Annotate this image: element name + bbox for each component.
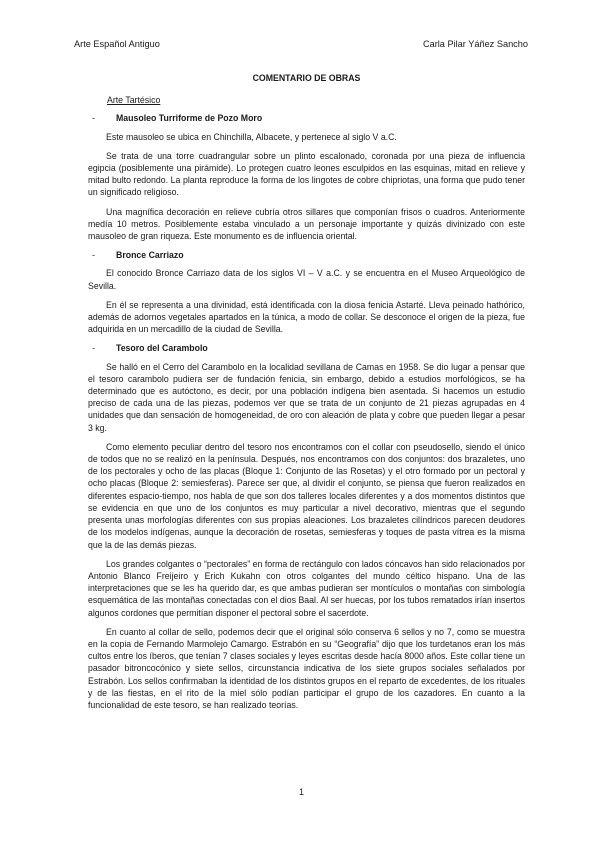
page-number: 1: [298, 787, 304, 797]
paragraph: Se halló en el Cerro del Carambolo en la localidad sevillana de Camas en 1958. Se dio lugar a pensar que el tesoro carambolo pudiera ser de fundación fenicia, sin embargo, debido a estudios morfológicos, se ha determinado que es autóctono, es decir, por una población indígena bien asentada. Si hacemos un estudio preciso de cada una de las piezas, podemos ver que se trata de un conjunto de 21 piezas agrupadas en 4 unidades que dan sensación de homogeneidad, de oro con aleación de plata y cobre que pueden llegar a pesar 3 kg.: [88, 361, 525, 433]
header-right: Carla Pilar Yáñez Sancho: [422, 39, 528, 49]
paragraph: Como elemento peculiar dentro del tesoro nos encontramos con el collar con pseudosello, siendo el único de todos que no se realizó en la península. Después, nos encontramos con dos conjuntos: dos brazaletes, uno de los pectorales y ocho de las placas (Bloque 1: Conjunto de las Rosetas) y el otro formado por un pectoral y ocho placas (Bloque 2: semiesferas). Parece ser que, al dividir el conjunto, se piensa que fueron realizados en diferentes espacio-tiempo, nos habla de que son dos talleres locales diferentes y a dos momentos distintos que se evidencia en que uno de los conjuntos es muy particular a nivel decorativo, mientras que el segundo presenta unas morfologías diferentes con sus propias aleaciones. Los brazaletes cilíndricos parecen deudores de los modelos indígenas, aunque la decoración de rosetas, semiesferas y toques de pasta vítrea es la misma que la de las demás piezas.: [88, 441, 525, 550]
document-title: COMENTARIO DE OBRAS: [252, 73, 361, 83]
paragraph: Este mausoleo se ubica en Chinchilla, Albacete, y pertenece al siglo V a.C.: [106, 131, 397, 142]
paragraph: Los grandes colgantes o “pectorales” en forma de rectángulo con lados cóncavos han sido relacionados por Antonio Blanco Freijeiro y Erich Kukahn con otros colgantes del mundo céltico hispano. Una de las interpretaciones que se les ha querido dar, es que ambas pudieran ser montículos o montañas con simbología esquemática de las montañas conectadas con el dios Baal. Al ser huecas, por los tubos rematados irían insertos algunos cordones que permitían disponer el pectoral sobre el sacerdote.: [88, 558, 525, 618]
paragraph: Una magnífica decoración en relieve cubría otros sillares que componían frisos o cuadros. Anteriormente medía 10 metros. Posiblemente estaba vinculado a un personaje importante y quizás divinizado con este mausoleo de gran riqueza. Este monumento es de influencia oriental.: [88, 206, 525, 242]
item-heading-label: Tesoro del Carambolo: [116, 343, 208, 354]
paragraph: Se trata de una torre cuadrangular sobre un plinto escalonado, coronada por una pieza de influencia egipcia (posiblemente una pirámide). Lo protegen cuatro leones esculpidos en las esquinas, mitad en relieve y mitad bulto redondo. La planta reproduce la forma de los lingotes de cobre chipriotas, una forma que pudo tener un significado religioso.: [88, 150, 525, 198]
list-dash: -: [92, 343, 95, 354]
item-heading-label: Bronce Carriazo: [116, 250, 184, 261]
document-body: [88, 72, 525, 718]
list-dash: -: [92, 113, 95, 124]
item-heading: [88, 342, 525, 354]
item-heading-label: Mausoleo Turriforme de Pozo Moro: [116, 113, 263, 124]
paragraph: En él se representa a una divinidad, está identificada con la diosa fenicia Astarté. Lleva peinado hathórico, además de adornos vegetales apartados en la túnica, a modo de collar. Se desconoce el origen de la pieza, fue adquirida en un mercadillo de la ciudad de Sevilla.: [88, 299, 525, 335]
item-heading: [88, 112, 525, 124]
item-heading: [88, 249, 525, 261]
list-dash: -: [92, 250, 95, 261]
paragraph: El conocido Bronce Carriazo data de los siglos VI – V a.C. y se encuentra en el Museo Arqueológico de Sevilla.: [88, 268, 525, 291]
paragraph: En cuanto al collar de sello, podemos decir que el original sólo conserva 6 sellos y no 7, como se muestra en la copia de Fernando Marmolejo Camargo. Estrabón en su “Geografía” dijo que los turdetanos eran los más cultos entre los íberos, que tenían 7 clases sociales y leyes escritas desde hacía 8000 años. Este collar tiene un pasador bitroncocónico y siete sellos, circunstancia indicativa de los siete grupos sociales señalados por Estrabón. Los sellos confirmaban la identidad de los distintos grupos en el reparto de excedentes, de los rituales y de las fiestas, en el rito de la miel sólo podían participar el grupo de los cazadores. En cuanto a la funcionalidad de este tesoro, se han realizado teorías.: [88, 626, 525, 710]
section-heading: Arte Tartésico: [107, 95, 161, 106]
header-left: Arte Español Antiguo: [74, 39, 160, 49]
